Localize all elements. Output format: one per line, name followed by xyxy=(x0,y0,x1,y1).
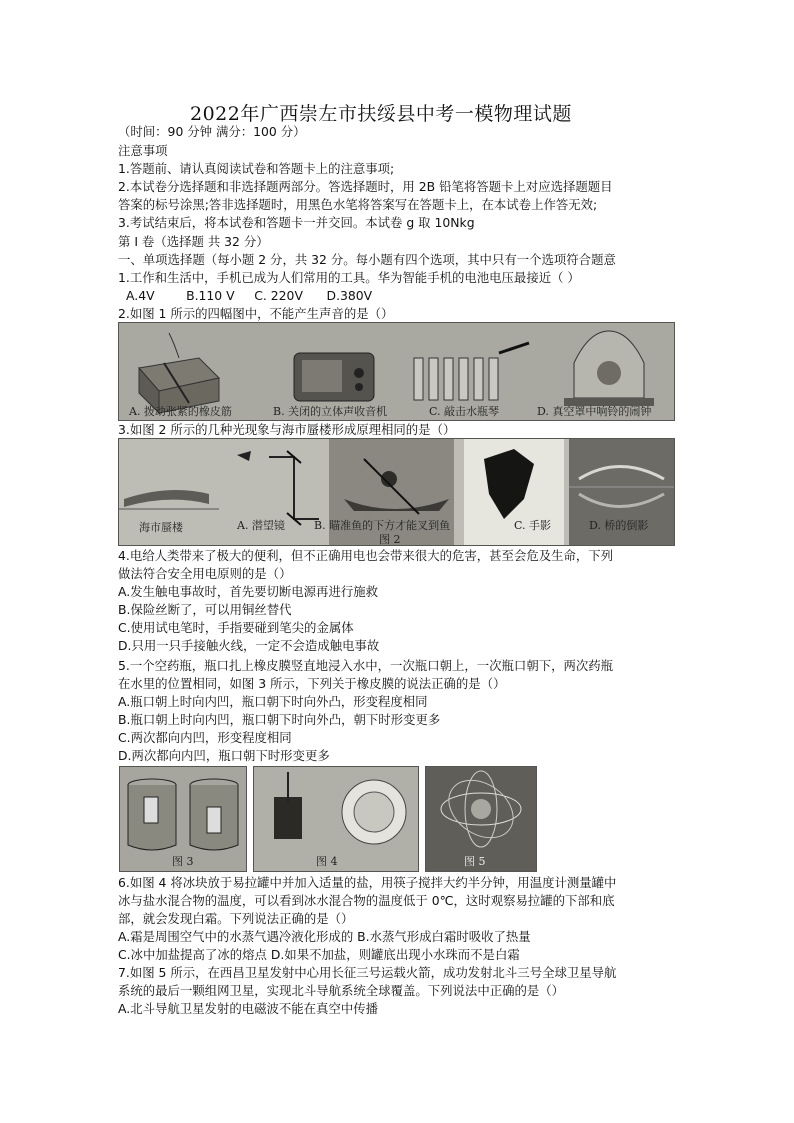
figure-4 xyxy=(253,766,419,872)
figure-1-caption-b: B. 关闭的立体声收音机 xyxy=(273,405,388,418)
notice-item: 2.本试卷分选择题和非选择题两部分。答选择题时，用 2B 铅笔将答题卡上对应选择题题目 xyxy=(118,179,613,194)
figure-4-label: 图 4 xyxy=(316,855,338,868)
question-1-options: A.4V B.110 V C. 220V D.380V xyxy=(126,288,373,303)
question-3-stem: 3.如图 2 所示的几种光现象与海市蜃楼形成原理相同的是（） xyxy=(118,422,456,437)
mirage-icon xyxy=(119,490,219,509)
radio-icon xyxy=(294,353,374,401)
notice-item: 1.答题前、请认真阅读试卷和答题卡上的注意事项; xyxy=(118,161,395,176)
question-7-line: 系统的最后一颗组网卫星，实现北斗导航系统全球覆盖。下列说法中正确的是（） xyxy=(118,983,565,998)
question-5-option-c: C.两次都向内凹，形变程度相同 xyxy=(118,730,292,745)
notice-item: 3.考试结束后，将本试卷和答题卡一并交回。本试卷 g 取 10Nkg xyxy=(118,215,475,230)
figure-1-caption-d: D. 真空罩中响铃的闹钟 xyxy=(537,405,652,418)
figure-2-caption-b: B. 瞄准鱼的下方才能叉到鱼 xyxy=(314,519,451,532)
figure-3-label: 图 3 xyxy=(172,855,194,868)
section-heading: 第 I 卷（选择题 共 32 分） xyxy=(118,234,269,249)
notice-heading: 注意事项 xyxy=(118,143,168,158)
question-4-line: 做法符合安全用电原则的是（） xyxy=(118,566,292,581)
question-6-options-cd: C.冰中加盐提高了冰的熔点 D.如果不加盐，则罐底出现小水珠而不是白霜 xyxy=(118,947,520,962)
question-4-option-a: A.发生触电事故时，首先要切断电源再进行施救 xyxy=(118,584,379,599)
rubber-band-box-icon xyxy=(139,333,219,413)
exam-info: （时间：90 分钟 满分：100 分） xyxy=(118,124,306,139)
question-6-line: 6.如图 4 将冰块放于易拉罐中并加入适量的盐，用筷子搅拌大约半分钟，用温度计测量罐中 xyxy=(118,875,617,890)
question-4-line: 4.电给人类带来了极大的便利，但不正确用电也会带来很大的危害，甚至会危及生命，下列 xyxy=(118,548,614,563)
figure-3 xyxy=(119,766,247,872)
figure-2 xyxy=(118,438,675,546)
bell-jar-icon xyxy=(564,331,654,406)
question-6-line: 冰与盐水混合物的温度，可以看到冰水混合物的温度低于 0℃，这时观察易拉罐的下部和底 xyxy=(118,893,615,908)
figure-2-label: 图 2 xyxy=(379,533,401,546)
question-1-stem: 1.工作和生活中，手机已成为人们常用的工具。华为智能手机的电池电压最接近（ ） xyxy=(118,270,580,285)
question-5-line: 在水里的位置相同，如图 3 所示，下列关于橡皮膜的说法正确的是（） xyxy=(118,676,506,691)
water-bottles-icon xyxy=(414,343,529,400)
question-7-option-a: A.北斗导航卫星发射的电磁波不能在真空中传播 xyxy=(118,1001,379,1016)
page-title: 2022年广西崇左市扶绥县中考一模物理试题 xyxy=(190,103,572,125)
can-icon xyxy=(274,772,302,839)
question-4-option-b: B.保险丝断了，可以用铜丝替代 xyxy=(118,602,292,617)
beaker-icon xyxy=(128,779,176,850)
figure-2-caption-a: A. 潜望镜 xyxy=(237,519,285,532)
figure-1-caption-c: C. 敲击水瓶琴 xyxy=(429,405,500,418)
question-4-option-c: C.使用试电笔时，手指要碰到笔尖的金属体 xyxy=(118,620,354,635)
question-7-line: 7.如图 5 所示，在西昌卫星发射中心用长征三号运载火箭，成功发射北斗三号全球卫星导航 xyxy=(118,965,617,980)
question-5-option-b: B.瓶口朝上时向内凹，瓶口朝下时向外凸，朝下时形变更多 xyxy=(118,712,441,727)
periscope-icon xyxy=(237,451,319,525)
figure-5 xyxy=(425,766,537,872)
figure-2-caption-d: D. 桥的倒影 xyxy=(589,519,649,532)
notice-item: 答案的标号涂黑;答非选择题时，用黑色水笔将答案写在答题卡上，在本试卷上作答无效; xyxy=(118,197,598,212)
question-5-option-a: A.瓶口朝上时向内凹，瓶口朝下时向外凸，形变程度相同 xyxy=(118,694,428,709)
figure-2-caption-mirage: 海市蜃楼 xyxy=(139,521,183,534)
question-6-line: 部，就会发现白霜。下列说法正确的是（） xyxy=(118,911,354,926)
figure-2-caption-c: C. 手影 xyxy=(514,519,552,532)
question-5-option-d: D.两次都向内凹，瓶口朝下时形变更多 xyxy=(118,748,330,763)
question-5-line: 5.一个空药瓶，瓶口扎上橡皮膜竖直地浸入水中，一次瓶口朝上，一次瓶口朝下，两次药瓶 xyxy=(118,658,614,673)
can-bottom-icon xyxy=(342,780,406,844)
figure-5-label: 图 5 xyxy=(464,855,486,868)
question-4-option-d: D.只用一只手接触火线，一定不会造成触电事故 xyxy=(118,638,380,653)
figure-1-caption-a: A. 拨动张紧的橡皮筋 xyxy=(129,405,232,418)
question-6-options-ab: A.霜是周围空气中的水蒸气遇冷液化形成的 B.水蒸气形成白霜时吸收了热量 xyxy=(118,929,531,944)
beaker-icon xyxy=(190,779,238,850)
question-2-stem: 2.如图 1 所示的四幅图中，不能产生声音的是（） xyxy=(118,306,394,321)
satellite-orbits-icon xyxy=(438,768,524,849)
part-heading: 一、单项选择题（每小题 2 分，共 32 分。每小题有四个选项，其中只有一个选项符合题意 xyxy=(118,252,616,267)
figure-1 xyxy=(118,322,675,421)
